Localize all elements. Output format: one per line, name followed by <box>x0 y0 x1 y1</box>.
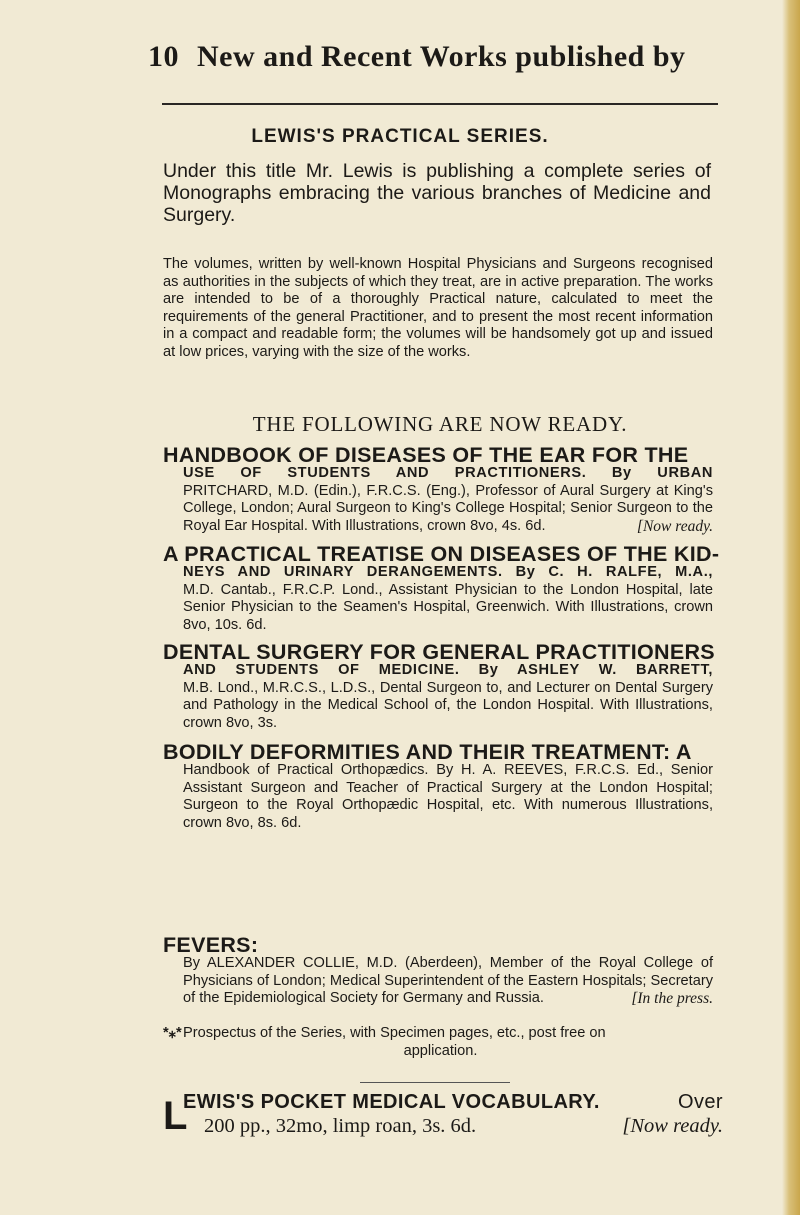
entry-bodily-deformities <box>163 742 713 832</box>
entry-text: PRITCHARD, M.D. (Edin.), F.R.C.S. (Eng.), Professor of Aural Surgery at King's College, London; Aural Surgeon to King's College Hospital; Senior Surgeon to the Royal Ear Hospital. With Illustrations, crown 8vo, 4s. 6d. <box>183 482 713 534</box>
entry-title: FEVERS: <box>163 933 259 957</box>
vocabulary-details: 200 pp., 32mo, limp roan, 3s. 6d. <box>204 1115 477 1137</box>
entry-text: M.B. Lond., M.R.C.S., L.D.S., Dental Surgeon to, and Lecturer on Dental Surgery and Pathology in the Medical School of, the London Hospital. With Illustrations, crown 8vo, 3s. <box>183 679 713 731</box>
running-head-text: New and Recent Works published by <box>197 40 686 73</box>
entry-title: A PRACTICAL TREATISE ON DISEASES OF THE KID- <box>163 542 720 566</box>
series-title: LEWIS'S PRACTICAL SERIES. <box>251 126 549 147</box>
note-line-2: application. <box>403 1042 478 1059</box>
entry-status: [Now ready. <box>636 517 713 535</box>
page-number: 10 <box>148 40 179 73</box>
entry-title: HANDBOOK OF DISEASES OF THE EAR FOR THE <box>163 443 689 467</box>
entry-fevers <box>163 935 713 1008</box>
vocabulary-line-2 <box>204 1114 723 1138</box>
section-divider <box>360 1082 510 1083</box>
page-edge <box>782 0 800 1215</box>
entry-title: DENTAL SURGERY FOR GENERAL PRACTITIONERS <box>163 640 715 664</box>
entry-subtitle: NEYS AND URINARY DERANGEMENTS. By C. H. RALFE, M.A., <box>183 564 713 580</box>
intro-paragraph: Under this title Mr. Lewis is publishing a complete series of Monographs embracing the various branches of Medicine and Surgery. <box>163 160 711 226</box>
entry-subtitle: AND STUDENTS OF MEDICINE. By ASHLEY W. BARRETT, <box>183 662 713 678</box>
vocabulary-status: [Now ready. <box>622 1115 723 1137</box>
drop-cap: L <box>163 1094 188 1138</box>
asterism: *⁎* <box>163 1025 182 1041</box>
entry-kidney-diseases <box>163 542 720 634</box>
description-paragraph: The volumes, written by well-known Hospital Physicians and Surgeons recognised as authorities in the subjects of which they treat, are in active preparation. The works are intended to be of a thoroughly Practical nature, calculated to meet the requirements of the general Practitioner, and to present the most recent information in a compact and readable form; the volumes will be handsomely got up and issued at low prices, varying with the size of the works. <box>163 256 713 360</box>
note-line-1: Prospectus of the Series, with Specimen pages, etc., post free on <box>183 1025 606 1041</box>
entry-body <box>183 564 713 634</box>
entry-text: Handbook of Practical Orthopædics. By H. A. REEVES, F.R.C.S. Ed., Senior Assistant Surgeon and Teacher of Practical Surgery at the London Hospital; Surgeon to the Royal Orthopædic Hospital, etc. With numerous Illustrations, crown 8vo, 8s. 6d. <box>183 762 713 831</box>
vocabulary-over: Over <box>678 1091 723 1113</box>
entry-subtitle: USE OF STUDENTS AND PRACTITIONERS. By URBAN <box>183 465 713 481</box>
prospectus-note <box>163 1025 718 1060</box>
entry-text: M.D. Cantab., F.R.C.P. Lond., Assistant Physician to the London Hospital, late Senior Physician to the Seamen's Hospital, Greenwich. With Illustrations, crown 8vo, 10s. 6d. <box>183 581 713 633</box>
vocabulary-line-1 <box>183 1090 723 1114</box>
vocabulary-title: EWIS'S POCKET MEDICAL VOCABULARY. <box>183 1091 600 1113</box>
header-rule <box>162 103 718 105</box>
entry-body <box>183 465 713 535</box>
entry-ear-diseases <box>163 445 713 535</box>
entry-dental-surgery <box>163 642 713 732</box>
entry-body <box>183 955 713 1008</box>
ready-heading: THE FOLLOWING ARE NOW READY. <box>252 412 628 436</box>
entry-body <box>183 662 713 732</box>
entry-body <box>183 762 713 832</box>
vocabulary-notice <box>163 1090 723 1138</box>
entry-status: [In the press. <box>631 990 713 1008</box>
entry-title: BODILY DEFORMITIES AND THEIR TREATMENT: A <box>163 740 692 764</box>
entry-text: By ALEXANDER COLLIE, M.D. (Aberdeen), Member of the Royal College of Physicians of London; Medical Superintendent of the Eastern Hospitals; Secretary of the Epidemiological Society for Germany and Russia. <box>183 955 713 1007</box>
